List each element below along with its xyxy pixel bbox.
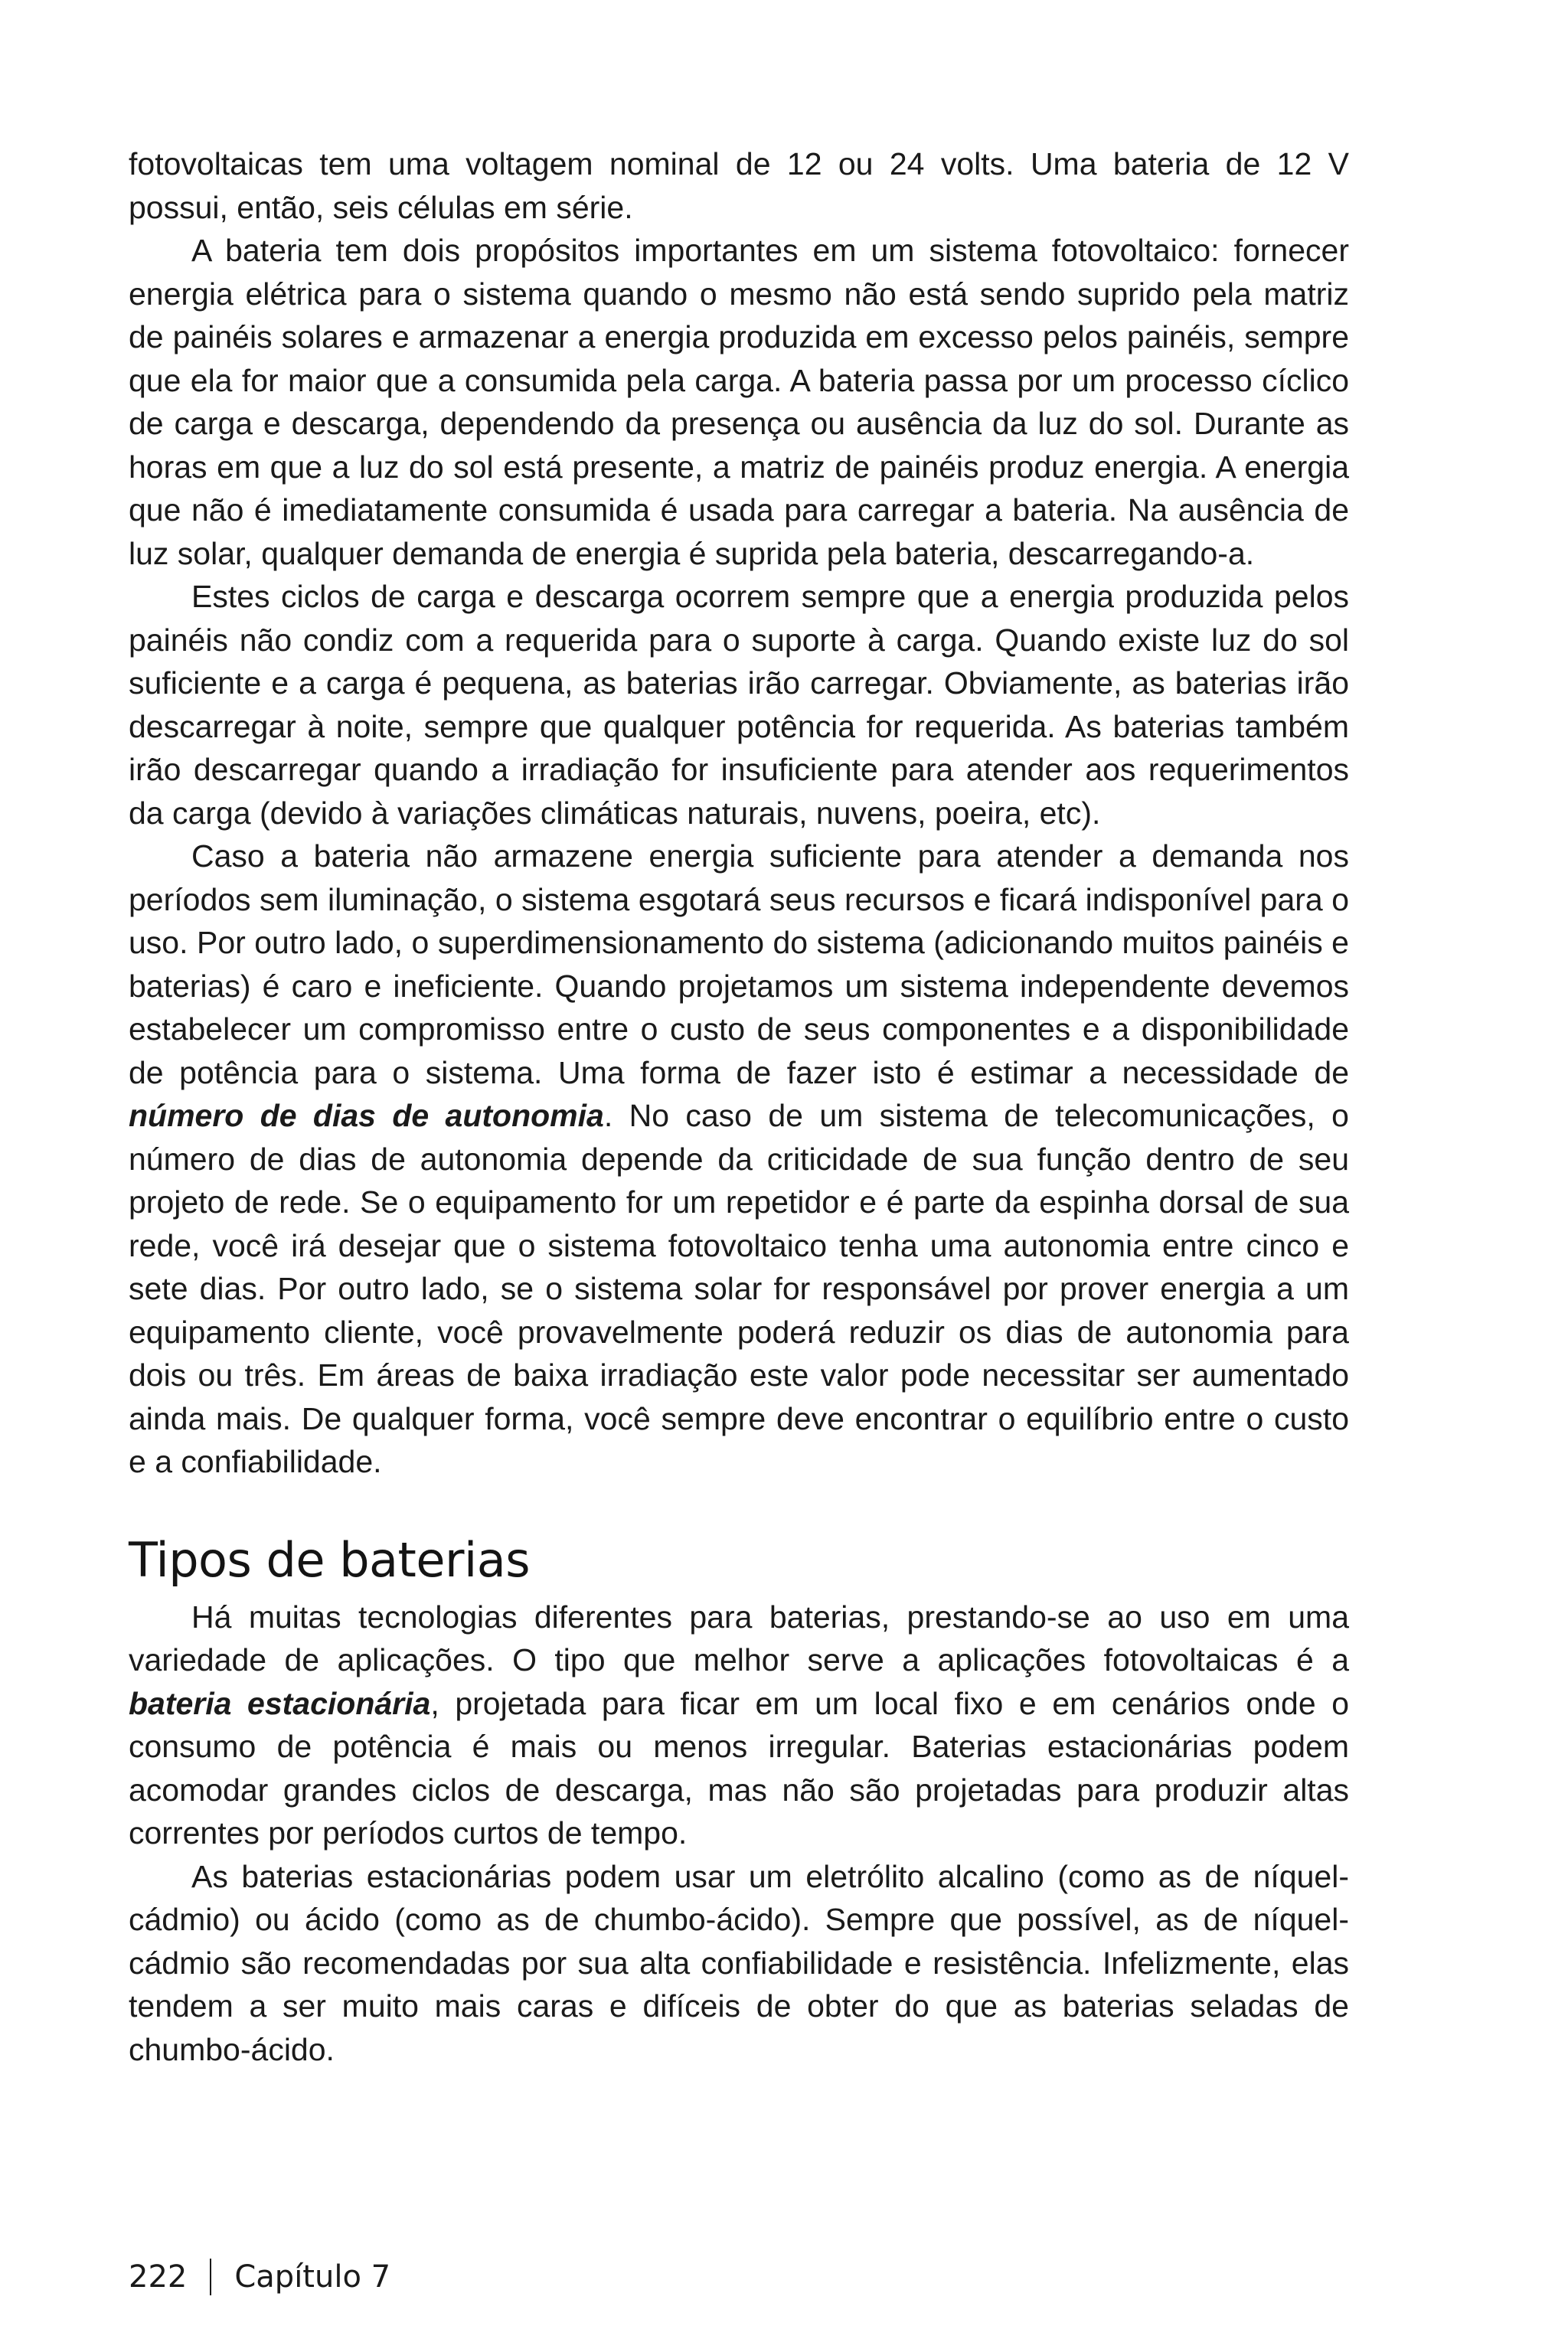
chapter-label: Capítulo 7 <box>234 2259 391 2295</box>
paragraph-battery-types-text-start: Há muitas tecnologias diferentes para baterias, prestando-se ao uso em uma variedade de aplicações. O tipo que melhor serve a aplicações fotovoltaicas é a <box>129 1599 1349 1677</box>
paragraph-autonomy <box>129 835 1349 1484</box>
section-heading: Tipos de baterias <box>129 1531 531 1588</box>
paragraph-autonomy-text-start: Caso a bateria não armazene energia suficiente para atender a demanda nos períodos sem iluminação, o sistema esgotará seus recursos e ficará indisponível para o uso. Por outro lado, o superdimensionamento do sistema (adicionando muitos painéis e baterias) é caro e ineficiente. Quando projetamos um sistema independente devemos estabelecer um compromisso entre o custo de seus componentes e a disponibilidade de potência para o sistema. Uma forma de fazer isto é estimar a necessidade de <box>129 838 1349 1090</box>
paragraph-battery-types-text-end: , projetada para ficar em um local fixo e em cenários onde o consumo de potência é mais ou menos irregular. Baterias estacionárias podem acomodar grandes ciclos de descarga, mas não são projetadas para produzir altas correntes por períodos curtos de tempo. <box>129 1685 1350 1851</box>
emphasis-stationary-battery: bateria estacionária <box>129 1685 431 1721</box>
paragraph-battery-types <box>129 1596 1349 1855</box>
emphasis-autonomy-days: número de dias de autonomia <box>129 1098 604 1133</box>
page-footer <box>129 2259 390 2295</box>
page-number: 222 <box>129 2259 188 2295</box>
paragraph-continuation: fotovoltaicas tem uma voltagem nominal de 12 ou 24 volts. Uma bateria de 12 V possui, então, seis células em série. <box>129 146 1349 225</box>
paragraph-charge-cycles: Estes ciclos de carga e descarga ocorrem sempre que a energia produzida pelos painéis não condiz com a requerida para o suporte à carga. Quando existe luz do sol suficiente e a carga é pequena, as baterias irão carregar. Obviamente, as baterias irão descarregar à noite, sempre que qualquer potência for requerida. As baterias também irão descarregar quando a irradiação for insuficiente para atender aos requerimentos da carga (devido à variações climáticas naturais, nuvens, poeira, etc). <box>129 579 1349 831</box>
page-body <box>129 142 1349 2071</box>
footer-divider <box>210 2259 211 2295</box>
paragraph-battery-purpose: A bateria tem dois propósitos importantes em um sistema fotovoltaico: fornecer energia elétrica para o sistema quando o mesmo não está sendo suprido pela matriz de painéis solares e armazenar a energia produzida em excesso pelos painéis, sempre que ela for maior que a consumida pela carga. A bateria passa por um processo cíclico de carga e descarga, dependendo da presença ou ausência da luz do sol. Durante as horas em que a luz do sol está presente, a matriz de painéis produz energia. A energia que não é imediatamente consumida é usada para carregar a bateria. Na ausência de luz solar, qualquer demanda de energia é suprida pela bateria, descarregando-a. <box>129 233 1349 571</box>
paragraph-autonomy-text-end: . No caso de um sistema de telecomunicações, o número de dias de autonomia depende da criticidade de sua função dentro de seu projeto de rede. Se o equipamento for um repetidor e é parte da espinha dorsal de sua rede, você irá desejar que o sistema fotovoltaico tenha uma autonomia entre cinco e sete dias. Por outro lado, se o sistema solar for responsável por prover energia a um equipamento cliente, você provavelmente poderá reduzir os dias de autonomia para dois ou três. Em áreas de baixa irradiação este valor pode necessitar ser aumentado ainda mais. De qualquer forma, você sempre deve encontrar o equilíbrio entre o custo e a confiabilidade. <box>129 1098 1349 1479</box>
paragraph-electrolytes: As baterias estacionárias podem usar um eletrólito alcalino (como as de níquel-cádmio) ou ácido (como as de chumbo-ácido). Sempre que possível, as de níquel-cádmio são recomendadas por sua alta confiabilidade e resistência. Infelizmente, elas tendem a ser muito mais caras e difíceis de obter do que as baterias seladas de chumbo-ácido. <box>129 1858 1349 2067</box>
